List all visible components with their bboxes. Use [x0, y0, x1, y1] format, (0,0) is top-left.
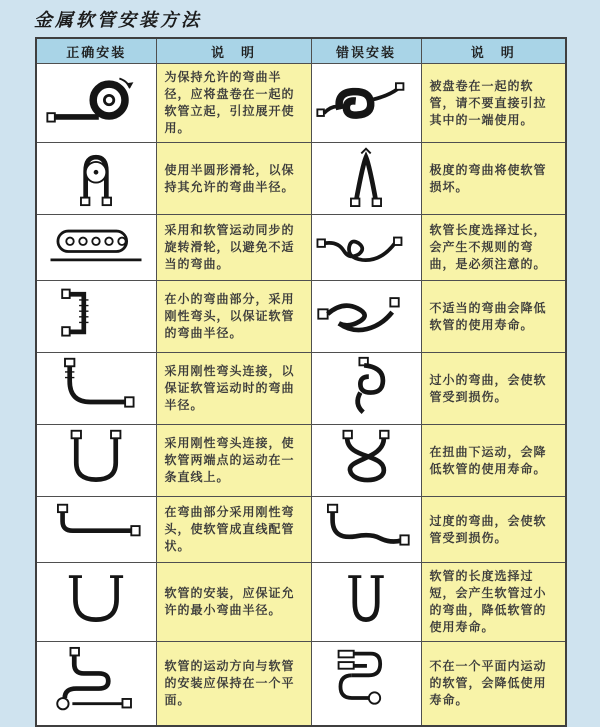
- wrong-install-image-cell: [311, 215, 421, 281]
- correct-install-note: 在弯曲部分采用刚性弯头，使软管成直线配管状。: [156, 497, 311, 563]
- correct-install-note: 采用刚性弯头连接，以保证软管运动时的弯曲半径。: [156, 353, 311, 425]
- wrong-install-image-cell: [311, 281, 421, 353]
- table-row: [36, 215, 566, 281]
- improper-bend-hose-icon: [314, 285, 418, 343]
- wrong-install-note: 被盘卷在一起的软管，请不要直接引拉其中的一端使用。: [421, 64, 566, 143]
- wrong-install-image-cell: [311, 353, 421, 425]
- header-correct-note: 说 明: [156, 38, 311, 64]
- correct-install-note: 软管的安装，应保证允许的最小弯曲半径。: [156, 563, 311, 642]
- correct-install-note: 采用和软管运动同步的旋转滑轮，以避免不适当的弯曲。: [156, 215, 311, 281]
- table-row: [36, 425, 566, 497]
- out-of-plane-hose-icon: [314, 645, 418, 717]
- correct-install-image-cell: [36, 642, 156, 726]
- correct-install-image-cell: [36, 425, 156, 497]
- correct-install-image-cell: [36, 353, 156, 425]
- wrong-install-image-cell: [311, 425, 421, 497]
- correct-install-image-cell: [36, 64, 156, 143]
- wrong-install-note: 过小的弯曲，会使软管受到损伤。: [421, 353, 566, 425]
- wide-u-min-bend-radius-icon: [44, 571, 148, 629]
- wrong-install-note: 不适当的弯曲会降低软管的使用寿命。: [421, 281, 566, 353]
- table-row: [36, 64, 566, 143]
- wrong-install-image-cell: [311, 642, 421, 726]
- wrong-install-note: 过度的弯曲，会使软管受到损伤。: [421, 497, 566, 563]
- wrong-install-note: 在扭曲下运动，会降低软管的使用寿命。: [421, 425, 566, 497]
- wrong-install-image-cell: [311, 497, 421, 563]
- correct-install-note: 采用刚性弯头连接，使软管两端点的运动在一条直线上。: [156, 425, 311, 497]
- table-row: [36, 143, 566, 215]
- too-small-bend-hook-icon: [314, 355, 418, 417]
- header-wrong-note: 说 明: [421, 38, 566, 64]
- correct-install-image-cell: [36, 497, 156, 563]
- correct-install-image-cell: [36, 143, 156, 215]
- table-row: [36, 281, 566, 353]
- correct-install-note: 使用半圆形滑轮，以保持其允许的弯曲半径。: [156, 143, 311, 215]
- wrong-install-note: 极度的弯曲将使软管损坏。: [421, 143, 566, 215]
- wrong-install-note: 软管的长度选择过短，会产生软管过小的弯曲，降低软管的使用寿命。: [421, 563, 566, 642]
- wrong-install-note: 不在一个平面内运动的软管，会降低使用寿命。: [421, 642, 566, 726]
- u-shape-straight-line-motion-icon: [44, 427, 148, 489]
- single-plane-trap-hose-icon: [44, 645, 148, 717]
- page-title: 金属软管安装方法: [34, 10, 202, 30]
- header-wrong-install: 错误安装: [311, 38, 421, 64]
- table-row: [36, 497, 566, 563]
- header-row: [36, 38, 566, 64]
- correct-install-note: 为保持允许的弯曲半径，应将盘卷在一起的软管立起，引拉展开使用。: [156, 64, 311, 143]
- correct-install-image-cell: [36, 281, 156, 353]
- correct-install-note: 在小的弯曲部分，采用刚性弯头，以保证软管的弯曲半径。: [156, 281, 311, 353]
- wrong-install-image-cell: [311, 64, 421, 143]
- semicircular-pulley-hose-icon: [44, 145, 148, 207]
- table-row: [36, 563, 566, 642]
- wrong-install-image-cell: [311, 563, 421, 642]
- rigid-elbow-small-bend-icon: [44, 283, 148, 345]
- installation-table: [35, 37, 567, 727]
- correct-install-note: 软管的运动方向与软管的安装应保持在一个平面。: [156, 642, 311, 726]
- wrong-install-note: 软管长度选择过长，会产生不规则的弯曲，是必须注意的。: [421, 215, 566, 281]
- twisted-u-hose-icon: [314, 427, 418, 489]
- straight-piping-with-elbow-icon: [44, 501, 148, 553]
- correct-install-image-cell: [36, 215, 156, 281]
- extreme-sharp-bend-hose-icon: [314, 145, 418, 207]
- table-row: [36, 353, 566, 425]
- short-narrow-u-hose-icon: [314, 571, 418, 629]
- table-row: [36, 642, 566, 726]
- header-correct-install: 正确安装: [36, 38, 156, 64]
- overlong-irregular-bend-hose-icon: [314, 217, 418, 273]
- rigid-elbow-connection-icon: [44, 355, 148, 417]
- coiled-hose-stood-upright-icon: [44, 72, 148, 130]
- coiled-hose-pulled-flat-icon: [314, 72, 418, 130]
- excessive-bend-hose-icon: [314, 501, 418, 553]
- correct-install-image-cell: [36, 563, 156, 642]
- synchronized-rotating-pulley-icon: [44, 219, 148, 271]
- wrong-install-image-cell: [311, 143, 421, 215]
- document-page: [0, 6, 600, 727]
- table-body: [36, 64, 566, 726]
